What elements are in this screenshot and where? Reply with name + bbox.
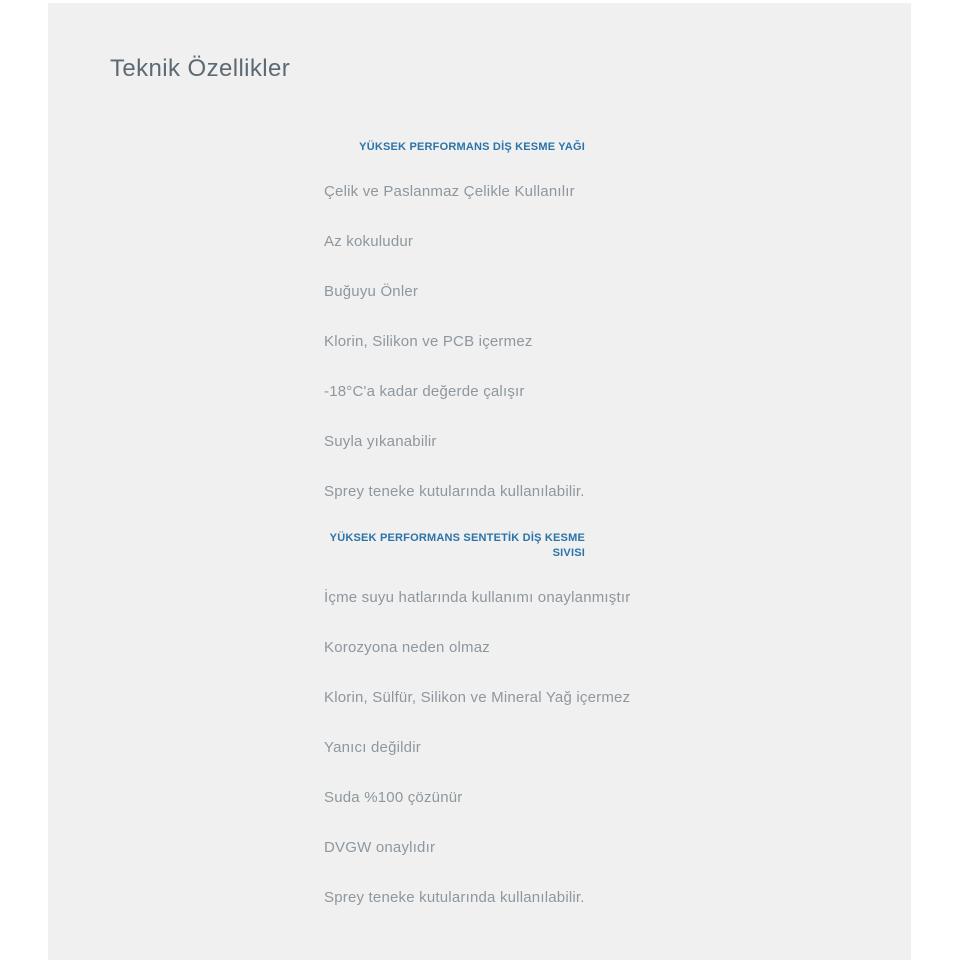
spec-item: -18°C'a kadar değerde çalışır bbox=[324, 383, 525, 400]
spec-item: Korozyona neden olmaz bbox=[324, 639, 490, 656]
spec-item: Buğuyu Önler bbox=[324, 283, 419, 300]
spec-item: Suyla yıkanabilir bbox=[324, 433, 437, 450]
spec-item: Sprey teneke kutularında kullanılabilir. bbox=[324, 483, 585, 500]
spec-item: Sprey teneke kutularında kullanılabilir. bbox=[324, 889, 585, 906]
technical-specs-panel bbox=[48, 3, 911, 960]
specs-list bbox=[324, 128, 644, 937]
spec-item: İçme suyu hatlarında kullanımı onaylanmıştır bbox=[324, 589, 631, 606]
spec-item: DVGW onaylıdır bbox=[324, 839, 436, 856]
spec-group-header: YÜKSEK PERFORMANS SENTETİK DİŞ KESME SIVISI bbox=[329, 532, 585, 559]
spec-item: Yanıcı değildir bbox=[324, 739, 421, 756]
spec-item: Klorin, Sülfür, Silikon ve Mineral Yağ içermez bbox=[324, 689, 631, 706]
spec-item: Çelik ve Paslanmaz Çelikle Kullanılır bbox=[324, 183, 575, 200]
spec-item: Suda %100 çözünür bbox=[324, 789, 463, 806]
spec-group-header: YÜKSEK PERFORMANS DİŞ KESME YAĞI bbox=[359, 141, 585, 153]
spec-item: Klorin, Silikon ve PCB içermez bbox=[324, 333, 533, 350]
page-title: Teknik Özellikler bbox=[110, 55, 291, 82]
spec-item: Az kokuludur bbox=[324, 233, 414, 250]
